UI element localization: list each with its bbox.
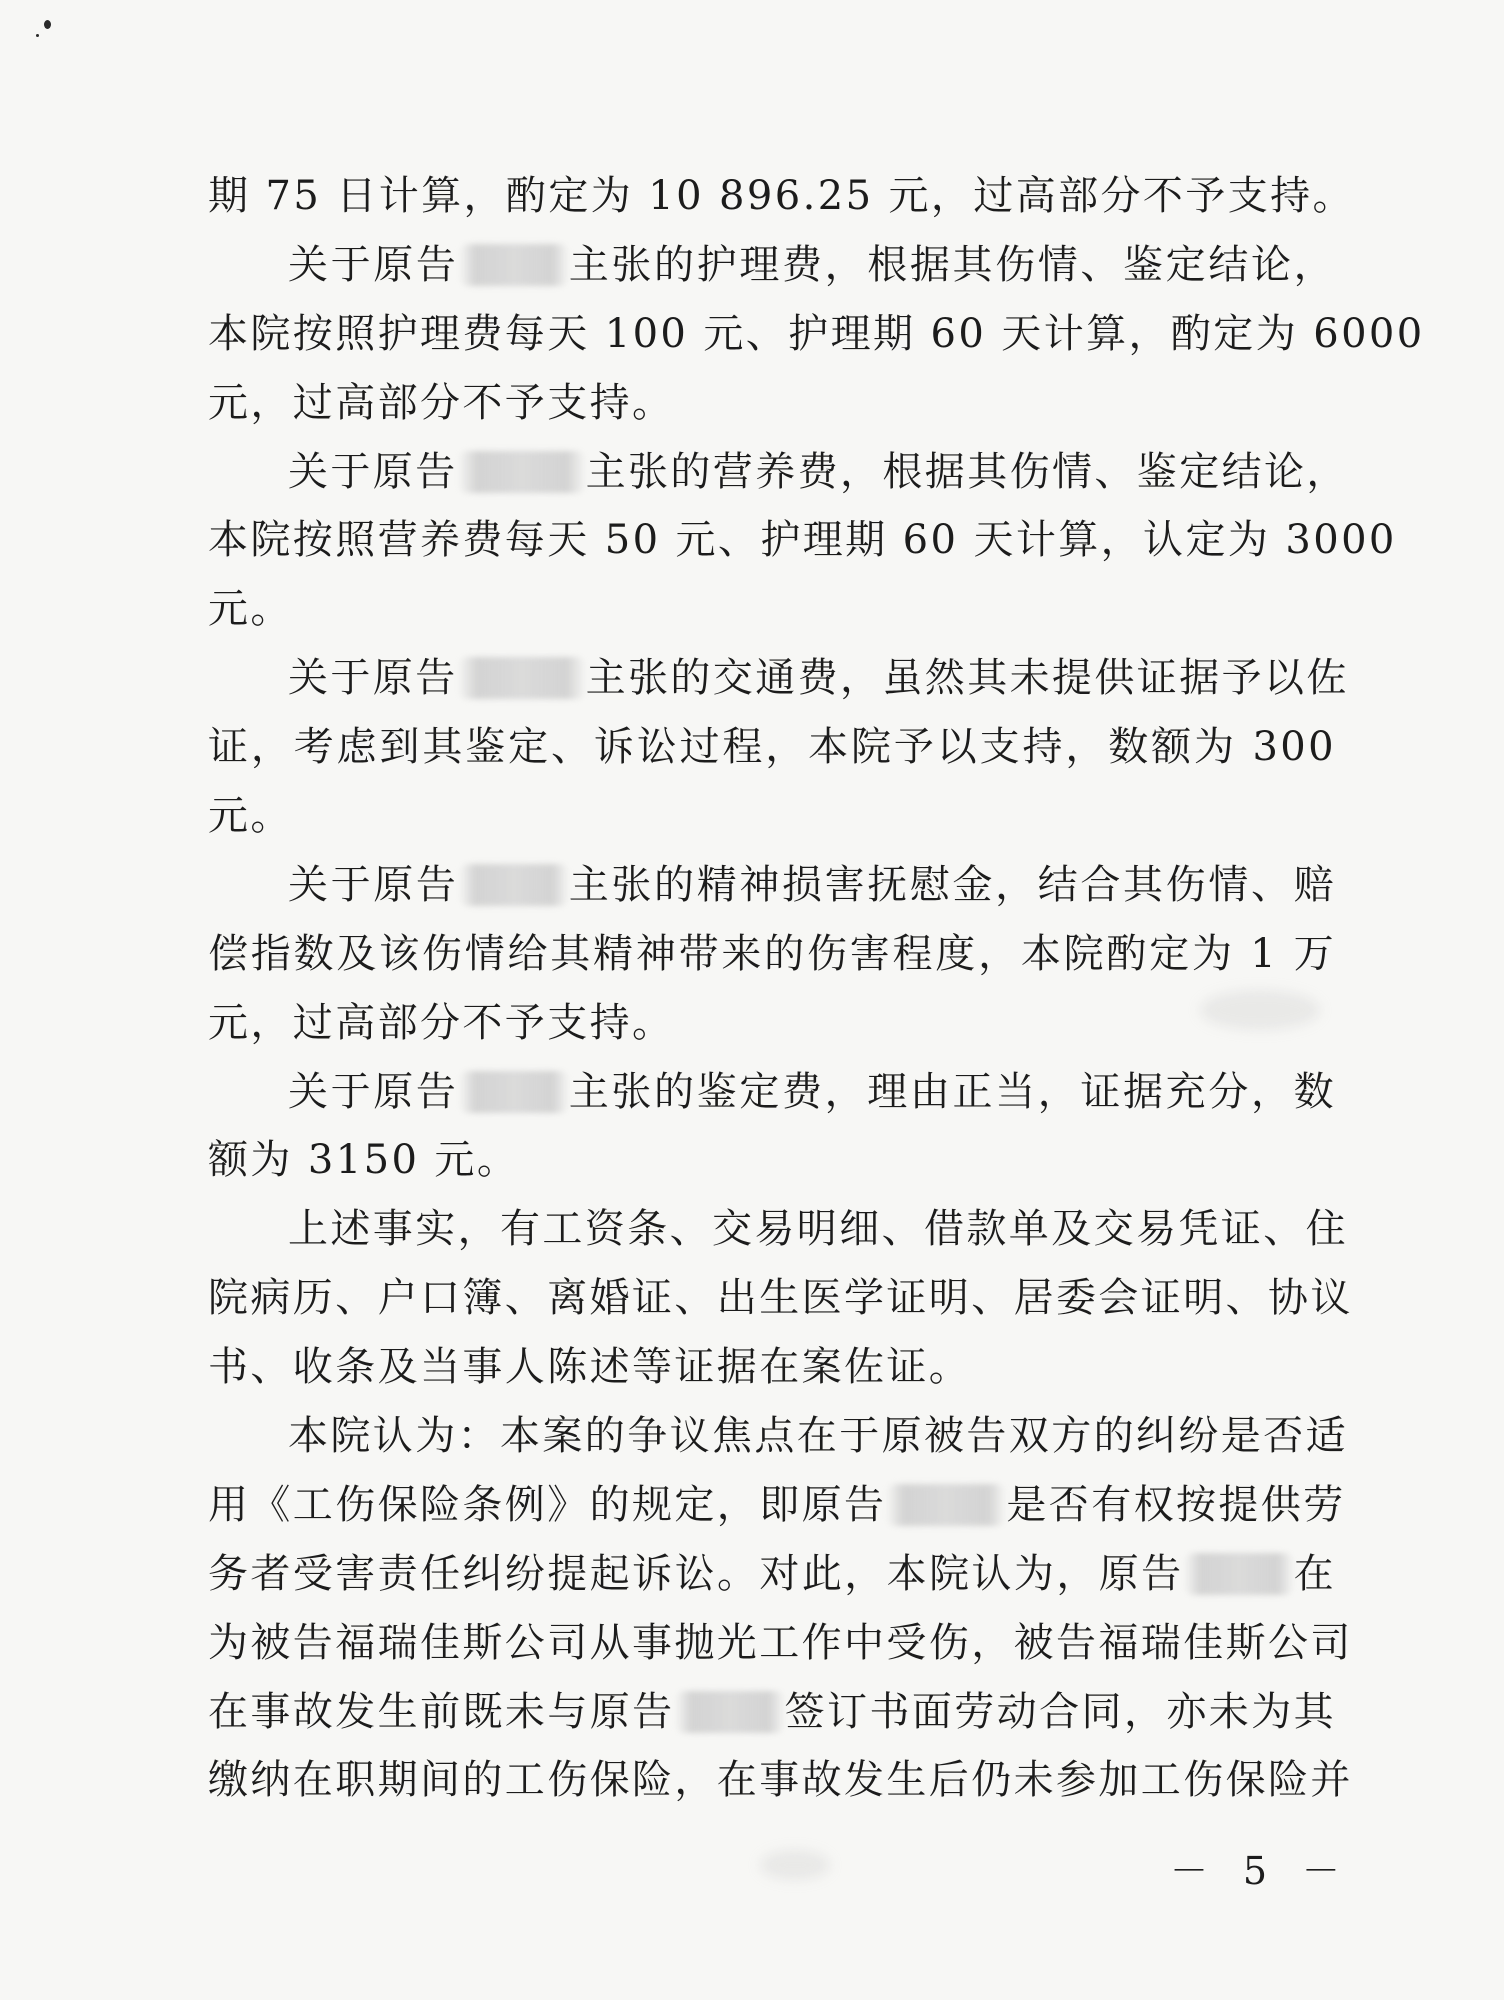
line-text: 元。 — [208, 793, 293, 840]
redaction-blur — [459, 1071, 569, 1113]
line-text: 关于原告 — [288, 655, 458, 702]
text-line — [208, 713, 1336, 782]
line-text: 关于原告 — [288, 448, 458, 495]
text-line — [208, 644, 1349, 713]
text-line — [208, 1746, 1353, 1815]
line-text: 元。 — [208, 586, 293, 633]
line-text: 院病历、户口簿、离婚证、出生医学证明、居委会证明、协议 — [208, 1275, 1353, 1322]
text-line — [208, 851, 1336, 920]
text-line — [208, 300, 1425, 369]
line-text: 用《工伤保险条例》的规定，即原告 — [208, 1481, 887, 1528]
line-text: 关于原告 — [288, 1068, 459, 1115]
redaction-blur — [459, 244, 569, 286]
line-text: 期 75 日计算，酌定为 10 896.25 元，过高部分不予支持。 — [208, 173, 1355, 219]
text-line — [208, 506, 1397, 575]
line-text: 上述事实，有工资条、交易明细、借款单及交易凭证、住 — [288, 1206, 1348, 1253]
redaction-blur — [1184, 1553, 1294, 1595]
line-text: 本院认为：本案的争议焦点在于原被告双方的纠纷是否适 — [288, 1413, 1348, 1460]
line-text: 额为 3150 元。 — [208, 1137, 520, 1184]
scan-stain — [760, 1850, 830, 1880]
scan-speck — [44, 20, 51, 29]
text-line — [208, 231, 1336, 300]
line-text: 偿指数及该伤情给其精神带来的伤害程度，本院酌定为 1 万 — [208, 930, 1336, 977]
line-text: 关于原告 — [288, 241, 459, 288]
document-body — [208, 162, 1425, 1815]
text-line — [208, 1402, 1348, 1471]
text-line — [208, 438, 1349, 507]
line-text: 签订书面劳动合同，亦未为其 — [784, 1688, 1337, 1735]
line-text: 元，过高部分不予支持。 — [208, 379, 675, 426]
redaction-blur — [458, 657, 586, 699]
text-line — [208, 782, 1336, 851]
line-text: 证，考虑到其鉴定、诉讼过程，本院予以支持，数额为 300 — [208, 724, 1336, 771]
line-text: 元，过高部分不予支持。 — [208, 999, 675, 1046]
line-text: 主张的精神损害抚慰金，结合其伤情、赔 — [568, 861, 1336, 908]
line-text: 主张的营养费，根据其伤情、鉴定结论， — [585, 448, 1349, 495]
line-text: 关于原告 — [288, 861, 459, 908]
line-text: 是否有权按提供劳 — [1006, 1481, 1346, 1528]
text-line — [208, 920, 1336, 989]
text-line — [208, 989, 1336, 1058]
line-text: 本院按照护理费每天 100 元、护理期 60 天计算，酌定为 6000 — [208, 310, 1425, 357]
text-line — [208, 1333, 1336, 1402]
redaction-blur — [458, 451, 586, 493]
text-line — [208, 162, 1355, 231]
line-text: 本院按照营养费每天 50 元、护理期 60 天计算，认定为 3000 — [208, 517, 1397, 564]
page-number: － 5 － — [1170, 1849, 1352, 1893]
text-line — [208, 1540, 1336, 1609]
text-line — [208, 575, 1336, 644]
text-line — [208, 1195, 1348, 1264]
line-text: 主张的护理费，根据其伤情、鉴定结论， — [568, 241, 1336, 288]
redaction-blur — [886, 1484, 1006, 1526]
line-text: 为被告福瑞佳斯公司从事抛光工作中受伤，被告福瑞佳斯公司 — [208, 1619, 1353, 1666]
line-text: 缴纳在职期间的工伤保险，在事故发生后仍未参加工伤保险并 — [208, 1757, 1353, 1804]
line-text: 主张的交通费，虽然其未提供证据予以佐 — [585, 655, 1349, 702]
text-line — [208, 1126, 1336, 1195]
line-text: 在事故发生前既未与原告 — [208, 1688, 675, 1735]
line-text: 务者受害责任纠纷提起诉讼。对此，本院认为，原告 — [208, 1550, 1184, 1597]
scan-speck — [36, 34, 39, 37]
line-text: 在 — [1293, 1550, 1336, 1597]
text-line — [208, 1609, 1353, 1678]
line-text: 主张的鉴定费，理由正当，证据充分，数 — [568, 1068, 1336, 1115]
line-text: 书、收条及当事人陈述等证据在案佐证。 — [208, 1344, 972, 1391]
text-line — [208, 1264, 1353, 1333]
redaction-blur — [459, 864, 569, 906]
redaction-blur — [675, 1691, 785, 1733]
text-line — [208, 1678, 1336, 1747]
text-line — [208, 369, 1336, 438]
text-line — [208, 1058, 1336, 1127]
text-line — [208, 1471, 1346, 1540]
